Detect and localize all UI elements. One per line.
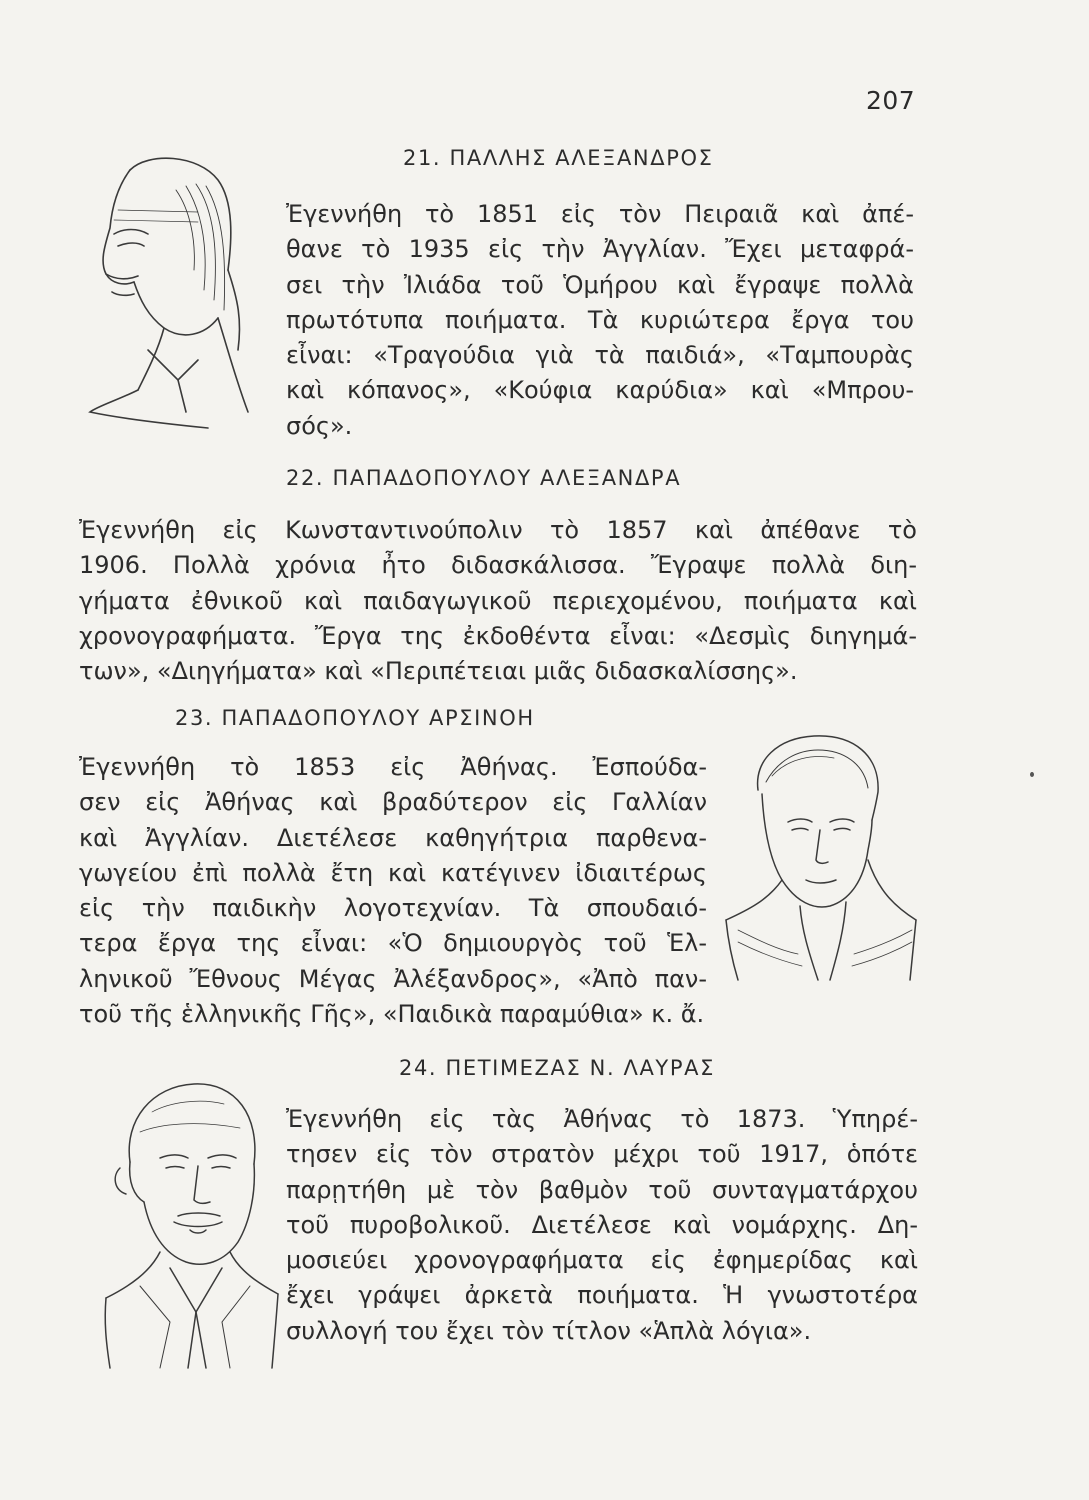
text-line: Ἐγεννήθη τὸ 1853 εἰς Ἀθήνας. Ἐσπούδα-: [79, 753, 707, 781]
entry-24-text: [286, 1102, 918, 1349]
text-line: συλλογή του ἔχει τὸν τίτλον «Ἁπλὰ λόγια».: [286, 1316, 812, 1345]
text-line: 1906. Πολλὰ χρόνια ἦτο διδασκάλισσα. Ἔγραψε πολλὰ διη-: [79, 551, 917, 580]
text-line: καὶ κόπανος», «Κούφια καρύδια» καὶ «Μπρου-: [286, 376, 914, 405]
text-line: τοῦ τῆς ἑλληνικῆς Γῆς», «Παιδικὰ παραμύθια» κ. ἄ.: [79, 1000, 705, 1029]
text-line: γωγείου ἐπὶ πολλὰ ἔτη καὶ κατέγινεν ἰδιαιτέρως: [79, 858, 707, 887]
entry-21-heading: 21. ΠΑΛΛΗΣ ΑΛΕΞΑΝΔΡΟΣ: [403, 146, 714, 170]
text-line: θανε τὸ 1935 εἰς τὴν Ἀγγλίαν. Ἔχει μεταφρά-: [286, 235, 914, 264]
scan-speck: [1030, 772, 1034, 777]
text-line: τοῦ πυροβολικοῦ. Διετέλεσε καὶ νομάρχης. Δη-: [286, 1210, 918, 1239]
text-line: ληνικοῦ Ἔθνους Μέγας Ἀλέξανδρος», «Ἀπὸ παν-: [79, 964, 707, 993]
text-line: σει τὴν Ἰλιάδα τοῦ Ὁμήρου καὶ ἔγραψε πολλὰ: [286, 270, 914, 299]
entry-22-text: [79, 513, 917, 689]
text-line: σεν εἰς Ἀθήνας καὶ βραδύτερον εἰς Γαλλίαν: [79, 788, 707, 817]
text-line: παρῃτήθη μὲ τὸν βαθμὸν τοῦ συνταγματάρχου: [286, 1175, 918, 1204]
text-line: χρονογραφήματα. Ἔργα της ἐκδοθέντα εἶναι: «Δεσμὶς διηγημά-: [79, 621, 917, 650]
page-number: 207: [866, 86, 916, 115]
text-line: τερα ἔργα της εἶναι: «Ὁ δημιουργὸς τοῦ Ἑλ-: [79, 929, 707, 958]
portrait-petimezas: [100, 1072, 280, 1372]
text-line: ἔχει γράψει ἀρκετὰ ποιήματα. Ἡ γνωστοτέρα: [286, 1281, 918, 1310]
text-line: γήματα ἐθνικοῦ καὶ παιδαγωγικοῦ περιεχομένου, ποιήματα καὶ: [79, 586, 917, 615]
text-line: των», «Διηγήματα» καὶ «Περιπέτειαι μιᾶς διδασκαλίσσης».: [79, 657, 798, 686]
text-line: σός».: [286, 411, 353, 440]
text-line: καὶ Ἀγγλίαν. Διετέλεσε καθηγήτρια παρθενα-: [79, 823, 707, 852]
entry-21-text: [286, 197, 914, 444]
portrait-papadopoulou: [718, 730, 918, 985]
text-line: Ἐγεννήθη εἰς Κωνσταντινούπολιν τὸ 1857 καὶ ἀπέθανε τὸ: [79, 516, 917, 544]
entry-23-heading: 23. ΠΑΠΑΔΟΠΟΥΛΟΥ ΑΡΣΙΝΟΗ: [175, 706, 535, 730]
text-line: Ἐγεννήθη εἰς τὰς Ἀθήνας τὸ 1873. Ὑπηρέ-: [286, 1105, 918, 1133]
entry-22-heading: 22. ΠΑΠΑΔΟΠΟΥΛΟΥ ΑΛΕΞΑΝΔΡΑ: [286, 466, 682, 490]
entry-23-text: [79, 750, 707, 1032]
text-line: πρωτότυπα ποιήματα. Τὰ κυριώτερα ἔργα του: [286, 305, 914, 334]
text-line: τησεν εἰς τὸν στρατὸν μέχρι τοῦ 1917, ὁπότε: [286, 1140, 918, 1169]
text-line: εἰς τὴν παιδικὴν λογοτεχνίαν. Τὰ σπουδαιό-: [79, 894, 707, 923]
text-line: εἶναι: «Τραγούδια γιὰ τὰ παιδιά», «Ταμπουρὰς: [286, 341, 914, 370]
entry-24-heading: 24. ΠΕΤΙΜΕΖΑΣ Ν. ΛΑΥΡΑΣ: [399, 1056, 715, 1080]
text-line: Ἐγεννήθη τὸ 1851 εἰς τὸν Πειραιᾶ καὶ ἀπέ-: [286, 200, 914, 228]
text-line: μοσιεύει χρονογραφήματα εἰς ἐφημερίδας καὶ: [286, 1246, 918, 1275]
portrait-pallis: [78, 150, 253, 435]
